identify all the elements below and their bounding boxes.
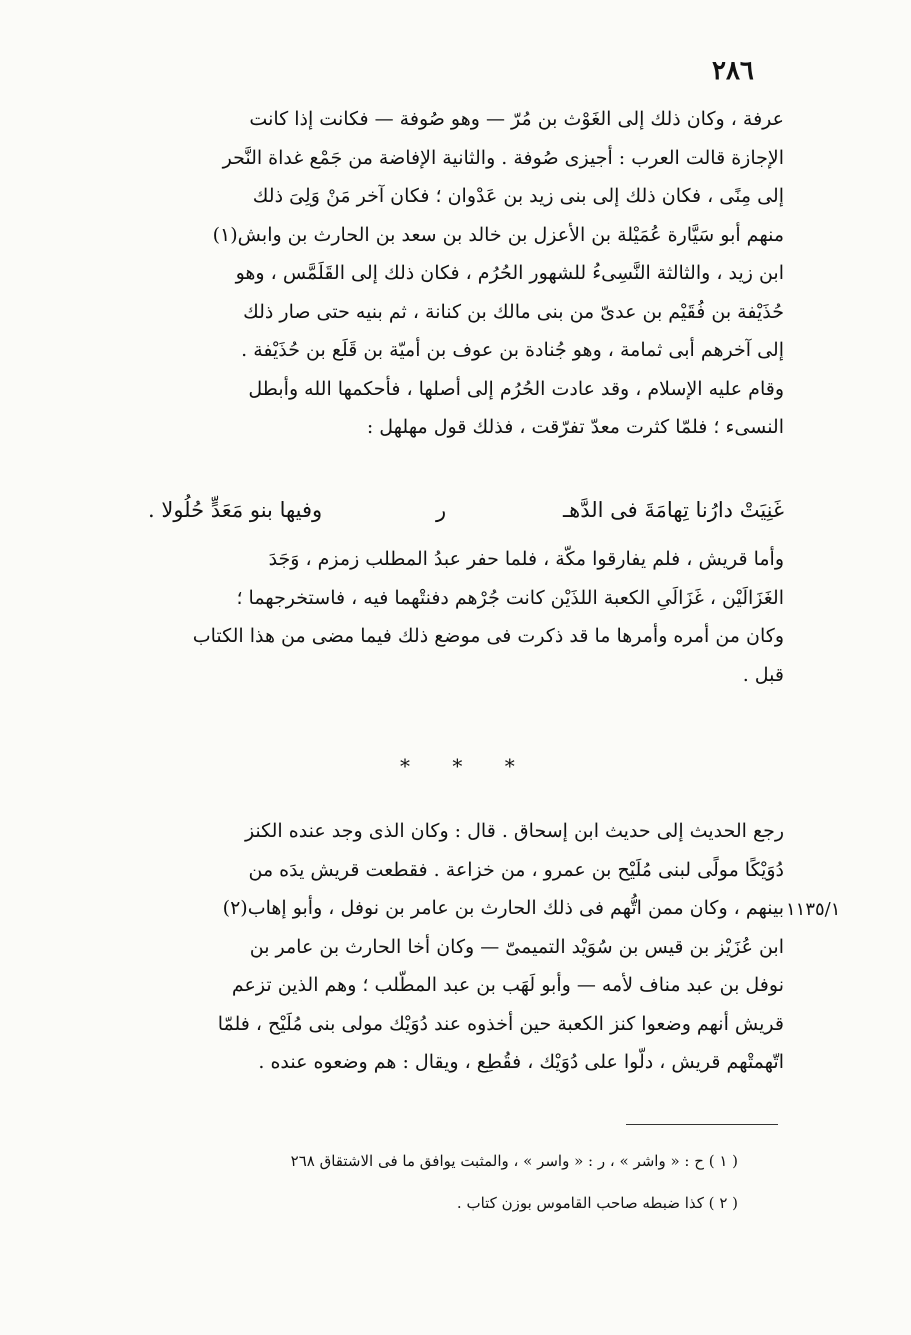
poetry-verse — [118, 488, 784, 532]
section-separator: * * * — [400, 754, 533, 778]
text-line: وأما قريش ، فلم يفارقوا مكّة ، فلما حفر عبدُ المطلب زمزم ، وَجَدَ — [268, 548, 784, 570]
footnote-2: ( ٢ ) كذا ضبطه صاحب القاموس بوزن كتاب . — [456, 1194, 738, 1212]
text-line: قبل . — [742, 663, 784, 686]
text-line: إلى آخرهم أبى ثمامة ، وهو جُنادة بن عوف بن أميّة بن قَلَع بن حُذَيْفة . — [241, 339, 784, 361]
text-line: قريش أنهم وضعوا كنز الكعبة حين أخذوه عند دُوَيْك مولى بنى مُلَيْح ، فلمّا — [217, 1012, 784, 1035]
text-line: الغَزَالَيْن ، غَزَالَىِ الكعبة اللذَيْن كانت جُرْهم دفنتْهما فيه ، فاستخرجهما ؛ — [236, 586, 784, 609]
text-line: ابن عُزَيْز بن قيس بن سُوَيْد التميمىّ — وكان أخا الحارث بن عامر بن — [249, 935, 784, 958]
text-line: بينهم ، وكان ممن اتُّهم فى ذلك الحارث بن عامر بن نوفل ، وأبو إهاب(٢) — [222, 897, 784, 919]
text-line: ابن زيد ، والثالثة النَّسِىءُ للشهور الحُرُم ، فكان ذلك إلى القَلَمَّس ، وهو — [235, 262, 784, 284]
text-line: رجع الحديث إلى حديث ابن إسحاق . قال : وكان الذى وجد عنده الكنز — [244, 820, 784, 842]
text-line: النسىء ؛ فلمّا كثرت معدّ تفرّقت ، فذلك قول مهلهل : — [366, 416, 784, 438]
text-line: دُوَيْكًا مولًى لبنى مُلَيْح بن عمرو ، من خزاعة . فقطعت قريش يدَه من — [248, 858, 784, 881]
paragraph-3 — [118, 812, 784, 1082]
footnote-1: ( ١ ) ح : « واشر » ، ر : « واسر » ، والمثبت يوافق ما فى الاشتقاق ٢٦٨ — [290, 1152, 738, 1170]
text-line: وكان من أمره وأمرها ما قد ذكرت فى موضع ذلك فيما مضى من هذا الكتاب — [192, 625, 784, 647]
text-line: عرفة ، وكان ذلك إلى الغَوْث بن مُرّ — وهو صُوفة — فكانت إذا كانت — [249, 108, 784, 130]
margin-reference: ١١٣٥/١ — [786, 899, 841, 920]
text-line: الإجازة قالت العرب : أجيزى صُوفة . والثانية الإفاضة من جَمْع غداة النَّحر — [222, 146, 784, 169]
verse-continuation-mark: ر — [436, 498, 447, 522]
verse-first-hemistich: غَنِيَتْ دارُنا تِهامَةَ فى الدَّهـ — [562, 498, 784, 522]
verse-second-hemistich: وفيها بنو مَعَدٍّ حُلُولا . — [148, 498, 323, 522]
paragraph-1 — [118, 100, 784, 447]
text-line: منهم أبو سَيَّارة عُمَيْلة بن الأعزل بن خالد بن سعد بن الحارث بن وابش(١) — [212, 223, 784, 246]
text-line: اتّهمتْهم قريش ، دلّوا على دُوَيْك ، فقُطِع ، ويقال : هم وضعوه عنده . — [258, 1051, 784, 1073]
text-line: وقام عليه الإسلام ، وقد عادت الحُرُم إلى أصلها ، فأحكمها الله وأبطل — [248, 377, 784, 400]
text-line: نوفل بن عبد مناف لأمه — وأبو لَهَب بن عبد المطّلب ؛ وهم الذين تزعم — [231, 974, 784, 996]
text-line: إلى مِنًى ، فكان ذلك إلى بنى زيد بن عَدْوان ؛ فكان آخر مَنْ وَلِىَ ذلك — [252, 185, 784, 207]
paragraph-2 — [118, 540, 784, 694]
footnote-divider — [626, 1124, 778, 1125]
page-number: ٢٨٦ — [712, 56, 754, 86]
text-line: حُذَيْفة بن فُقَيْم بن عدىّ من بنى مالك بن كنانة ، ثم بنيه حتى صار ذلك — [243, 300, 784, 323]
